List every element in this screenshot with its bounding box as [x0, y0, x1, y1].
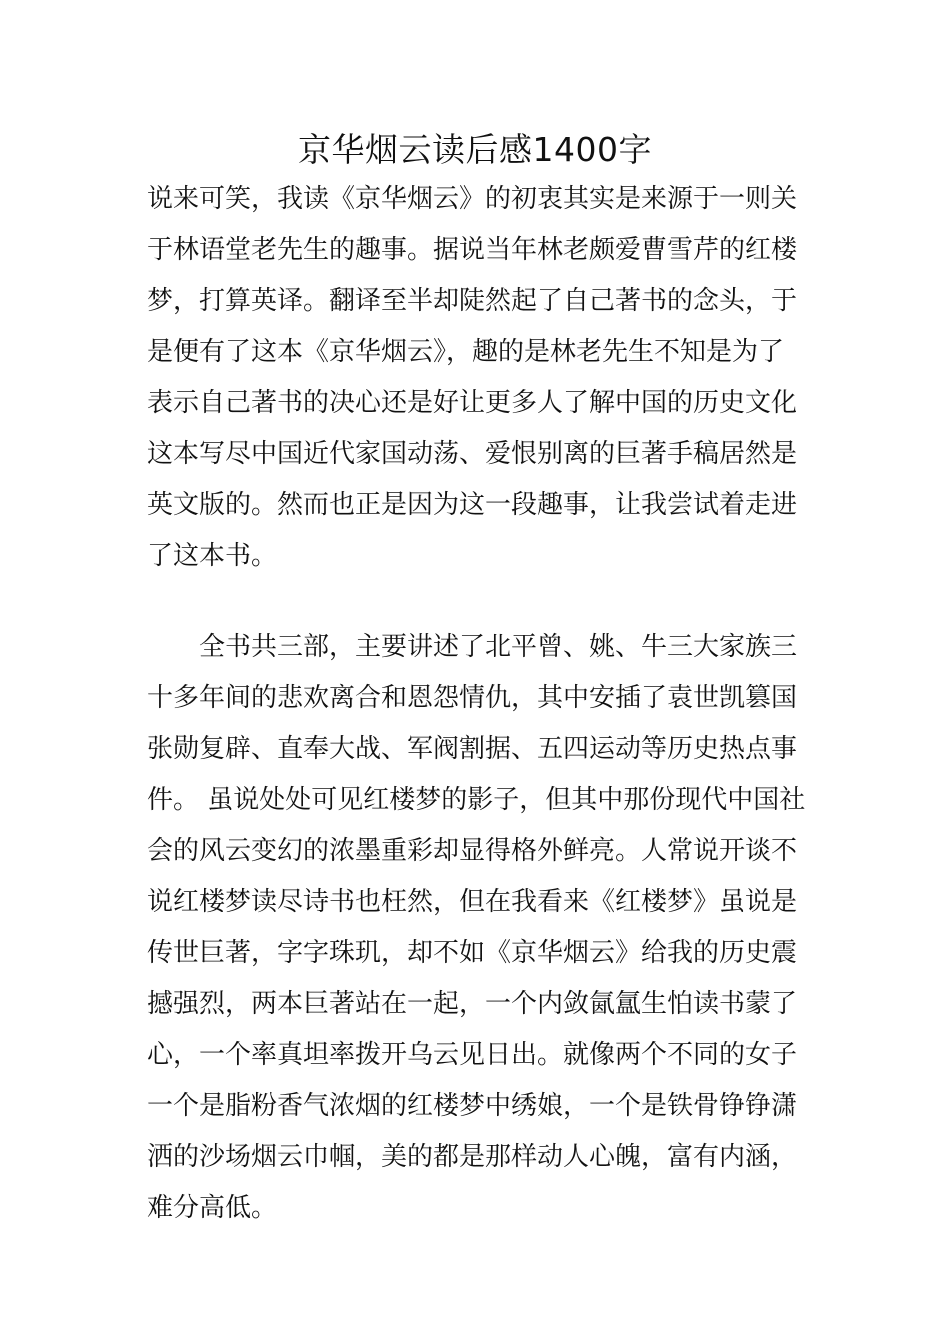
paragraph-line: 撼强烈，两本巨著站在一起，一个内敛氤氲生怕读书蒙了 — [147, 989, 798, 1019]
paragraph-line: 难分高低。 — [147, 1193, 278, 1223]
paragraph-line: 这本写尽中国近代家国动荡、爱恨别离的巨著手稿居然是 — [147, 439, 798, 469]
paragraph-line: 心，一个率真坦率拨开乌云见日出。就像两个不同的女子 — [147, 1040, 798, 1070]
paragraph-line: 十多年间的悲欢离合和恩怨情仇，其中安插了袁世凯篡国 — [147, 683, 798, 713]
document-title: 京华烟云读后感1400字 — [298, 130, 652, 169]
paragraph-line: 说红楼梦读尽诗书也枉然，但在我看来《红楼梦》虽说是 — [147, 887, 798, 917]
paragraph-line: 表示自己著书的决心还是好让更多人了解中国的历史文化 — [147, 388, 798, 418]
paragraph-line: 梦，打算英译。翻译至半却陡然起了自己著书的念头，于 — [147, 286, 798, 316]
paragraph-line: 于林语堂老先生的趣事。据说当年林老颇爱曹雪芹的红楼 — [147, 235, 798, 265]
paragraph-line: 传世巨著，字字珠玑，却不如《京华烟云》给我的历史震 — [147, 938, 798, 968]
paragraph-line: 洒的沙场烟云巾帼，美的都是那样动人心魄，富有内涵， — [147, 1142, 798, 1172]
paragraph-line: 了这本书。 — [147, 541, 278, 571]
paragraph-line: 一个是脂粉香气浓烟的红楼梦中绣娘，一个是铁骨铮铮潇 — [147, 1091, 798, 1121]
paragraph-line: 英文版的。然而也正是因为这一段趣事，让我尝试着走进 — [147, 490, 798, 520]
paragraph-line: 张勋复辟、直奉大战、军阀割据、五四运动等历史热点事 — [147, 734, 798, 764]
paragraph-line: 件。 虽说处处可见红楼梦的影子，但其中那份现代中国社 — [147, 785, 806, 815]
paragraph-line: 说来可笑，我读《京华烟云》的初衷其实是来源于一则关 — [147, 184, 798, 214]
paragraph-line: 全书共三部，主要讲述了北平曾、姚、牛三大家族三 — [199, 632, 798, 662]
paragraph-line: 会的风云变幻的浓墨重彩却显得格外鲜亮。人常说开谈不 — [147, 836, 798, 866]
paragraph-line: 是便有了这本《京华烟云》，趣的是林老先生不知是为了 — [147, 337, 785, 367]
